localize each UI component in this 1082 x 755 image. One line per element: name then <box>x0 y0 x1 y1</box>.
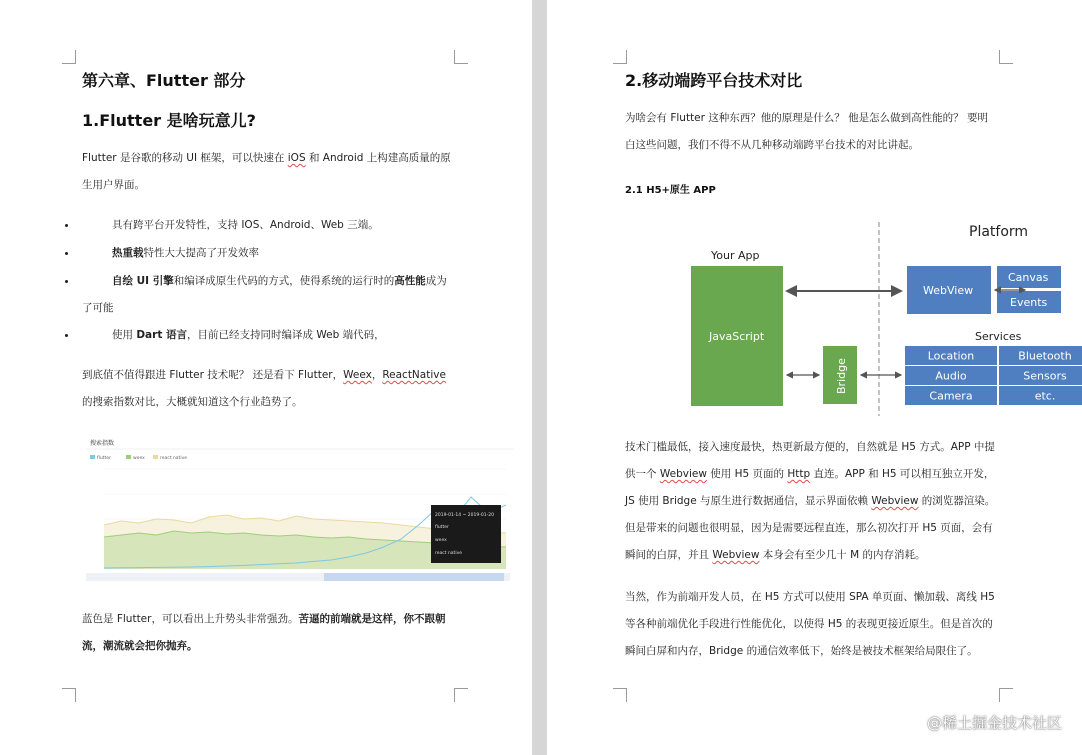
paragraph-h5-tech: 技术门槛最低，接入速度最快，热更新最方便的，自然就是 H5 方式。APP 中提 供一个 Webview 使用 H5 页面的 Http 直连。APP 和 H5 可以相互独立开发， JS 使用 Bridge 与原生进行数据通信，显示界面依赖 Webview 的浏览器渲染。 但是带来的问题也很明显，因为是需要远程直连，那么初次打开 H5 页面，会有 瞬间的白屏，并且 Webview 本身会有至少几十 M 的内存消耗。 <box>625 441 996 561</box>
bridge-label: Bridge <box>835 358 848 394</box>
crop-mark <box>613 50 627 64</box>
chart-tooltip <box>431 505 501 563</box>
legend-label: react native <box>160 456 188 461</box>
paragraph-intro: 为啥会有 Flutter 这种东西？他的原理是什么？ 他是怎么做到高性能的？ 要明 白这些问题，我们不得不从几种移动端跨平台技术的对比讲起。 <box>625 112 988 151</box>
left-page <box>0 0 532 755</box>
chart-legend <box>90 455 187 461</box>
list-item: 使用 Dart 语言，目前已经支持同时编译成 Web 端代码， <box>82 322 462 349</box>
chapter-title: 第六章、Flutter 部分 <box>82 71 246 90</box>
right-page <box>547 0 1082 755</box>
crop-mark <box>454 688 468 702</box>
list-item: 具有跨平台开发特性，支持 IOS、Android、Web 三端。 <box>82 212 462 239</box>
paragraph-optimization: 当然，作为前端开发人员，在 H5 方式可以使用 SPA 单页面、懒加载、离线 H5 等各种前端优化手段进行性能优化，以使得 H5 的表现更接近原生。但是首次的 瞬间白屏和内存，Bridge 的通信效率低下，始终是被技术框架给局限住了。 <box>625 591 995 657</box>
section-title: 1.Flutter 是啥玩意儿? <box>82 111 256 130</box>
list-item: 热重载特性大大提高了开发效率 <box>82 240 462 267</box>
tooltip-row: react native <box>435 551 463 556</box>
crop-mark <box>62 688 76 702</box>
legend-swatch <box>153 455 158 459</box>
tooltip-date: 2019-01-14 ~ 2019-01-20 <box>435 513 494 518</box>
crop-mark <box>999 50 1013 64</box>
paragraph-conclusion: 蓝色是 Flutter，可以看出上升势头非常强劲。苦逼的前端就是这样，你不跟朝 流，潮流就会把你抛弃。 <box>82 613 446 652</box>
legend-swatch <box>90 455 95 459</box>
legend-label: weex <box>133 456 145 461</box>
search-index-chart <box>86 435 514 587</box>
legend-label: flutter <box>97 456 111 461</box>
crop-mark <box>454 50 468 64</box>
legend-swatch <box>126 455 131 459</box>
tooltip-row: flutter <box>435 525 449 530</box>
chart-svg <box>86 435 514 587</box>
service-label: Camera <box>929 389 973 403</box>
service-label: Audio <box>935 369 967 383</box>
your-app-label: Your App <box>711 249 760 262</box>
service-label: Location <box>927 349 975 363</box>
crop-mark <box>613 688 627 702</box>
intro-paragraph: Flutter 是谷歌的移动 UI 框架，可以快速在 iOS 和 Android 上构建高质量的原 生用户界面。 <box>82 152 451 191</box>
services-label: Services <box>975 330 1022 343</box>
chart-title: 搜索指数 <box>90 440 115 447</box>
section-title: 2.移动端跨平台技术对比 <box>625 71 803 90</box>
canvas-label: Canvas <box>1008 271 1049 284</box>
events-label: Events <box>1010 296 1048 309</box>
list-item: 自绘 UI 引擎和编译成原生代码的方式，使得系统的运行时的高性能成为 <box>82 268 462 295</box>
service-label: Sensors <box>1023 369 1067 383</box>
platform-label: Platform <box>969 224 1029 240</box>
service-label: Bluetooth <box>1018 349 1072 363</box>
list-item-continuation: 了可能 <box>82 302 114 314</box>
architecture-diagram <box>639 218 1072 418</box>
services-grid <box>905 346 1082 405</box>
paragraph-trend: 到底值不值得跟进 Flutter 技术呢？ 还是看下 Flutter，Weex，ReactNative 的搜索指数对比，大概就知道这个行业趋势了。 <box>82 369 446 408</box>
subsection-title: 2.1 H5+原生 APP <box>625 185 716 196</box>
tooltip-row: weex <box>435 538 447 543</box>
javascript-label: JavaScript <box>709 330 765 343</box>
webview-label: WebView <box>923 284 974 297</box>
service-label: etc. <box>1034 389 1056 403</box>
crop-mark <box>999 688 1013 702</box>
crop-mark <box>62 50 76 64</box>
watermark: @稀土掘金技术社区 <box>926 714 1062 732</box>
